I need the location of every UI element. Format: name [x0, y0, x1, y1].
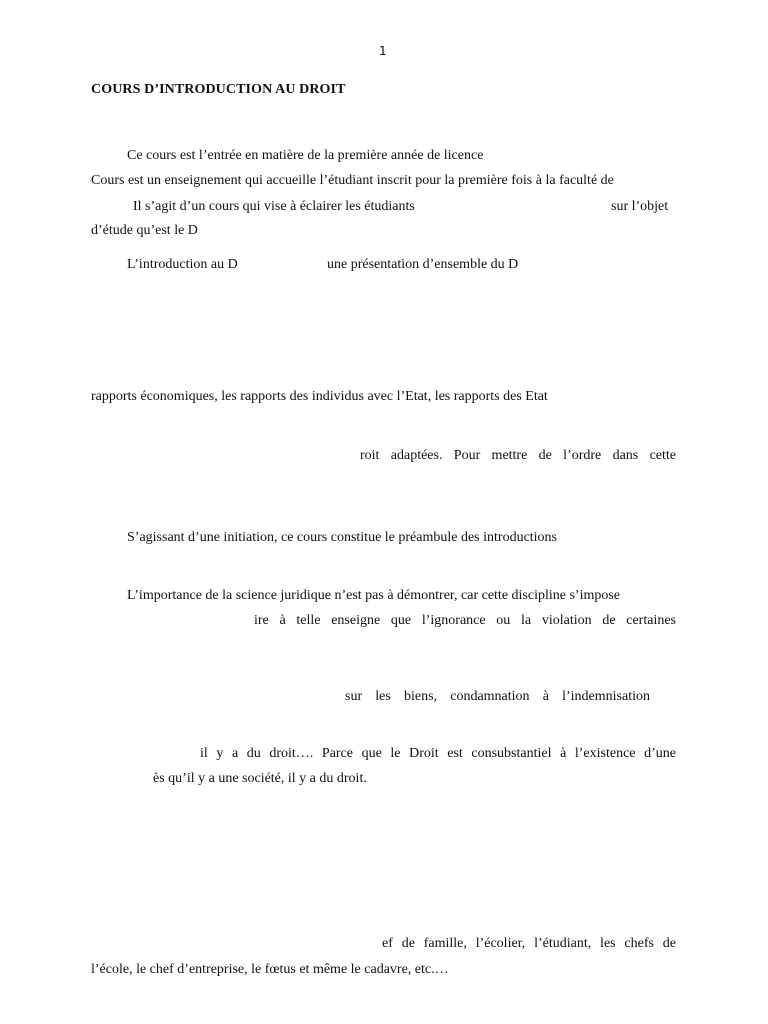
paragraph-line: sur les biens, condamnation à l’indemnisation	[345, 689, 650, 704]
paragraph-line: Ce cours est l’entrée en matière de la première année de licence	[127, 148, 484, 163]
page-number: 1	[379, 44, 387, 58]
paragraph-line: rapports économiques, les rapports des individus avec l’Etat, les rapports des Etat	[91, 389, 548, 404]
paragraph-line: il y a du droit…. Parce que le Droit est consubstantiel à l’existence d’une	[200, 746, 676, 761]
paragraph-line: une présentation d’ensemble du D	[327, 257, 519, 272]
paragraph-line: roit adaptées. Pour mettre de l’ordre dans cette	[360, 448, 676, 463]
paragraph-line: ire à telle enseigne que l’ignorance ou la violation de certaines	[254, 613, 676, 628]
paragraph-line: Il s’agit d’un cours qui vise à éclairer les étudiants	[133, 199, 415, 214]
paragraph-line: l’école, le chef d’entreprise, le fœtus et même le cadavre, etc.…	[91, 962, 449, 977]
paragraph-line: ef de famille, l’écolier, l’étudiant, les chefs de	[382, 936, 676, 951]
paragraph-line: d’étude qu’est le D	[91, 223, 198, 238]
paragraph-line: Cours est un enseignement qui accueille l’étudiant inscrit pour la première fois à la faculté de	[91, 173, 614, 188]
paragraph-line: sur l’objet	[611, 199, 669, 214]
paragraph-line: ès qu’il y a une société, il y a du droit.	[153, 771, 367, 786]
document-title: COURS D’INTRODUCTION AU DROIT	[91, 82, 346, 97]
paragraph-line: L’introduction au D	[127, 257, 238, 272]
paragraph-line: S’agissant d’une initiation, ce cours constitue le préambule des introductions	[127, 530, 558, 545]
paragraph-line: L’importance de la science juridique n’est pas à démontrer, car cette discipline s’impose	[127, 588, 621, 603]
